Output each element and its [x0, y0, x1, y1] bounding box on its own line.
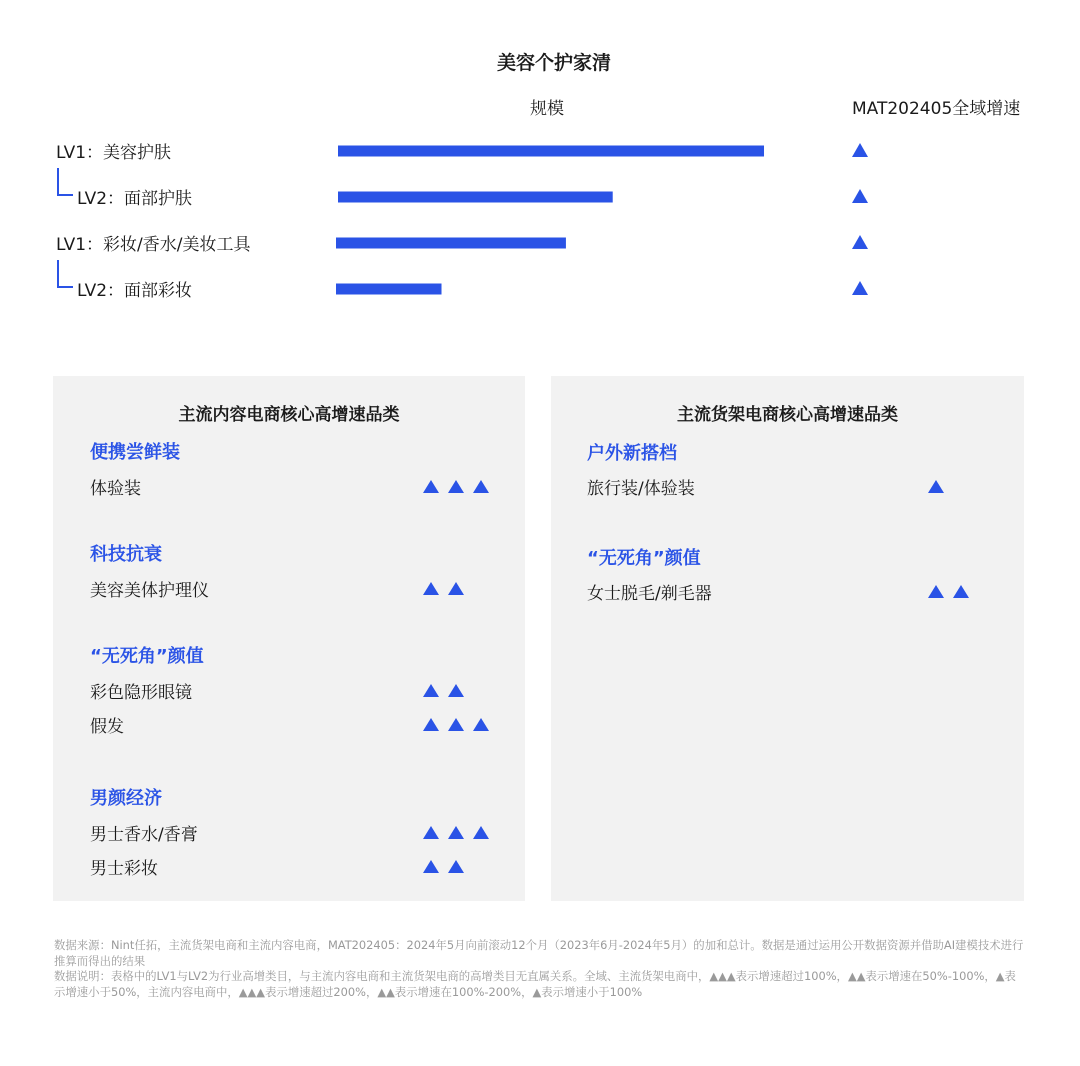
category-label: LV2：面部彩妆 — [77, 281, 193, 301]
growth-indicator — [423, 480, 489, 493]
growth-indicator — [423, 718, 489, 731]
triangle-up-icon — [928, 480, 944, 493]
triangle-up-icon — [423, 860, 439, 873]
panel-title: 主流内容电商核心高增速品类 — [178, 405, 400, 425]
triangle-up-icon — [423, 480, 439, 493]
shelf-ecommerce-panel — [551, 376, 1024, 901]
category-item: 体验装 — [90, 479, 141, 499]
group-title: 户外新搭档 — [587, 443, 677, 464]
triangle-up-icon — [448, 718, 464, 731]
group-title: 科技抗衰 — [90, 544, 162, 565]
bar — [336, 284, 442, 295]
category-item: 男士彩妆 — [90, 859, 158, 879]
category-label: LV1：美容护肤 — [56, 143, 172, 163]
content-ecommerce-panel — [53, 376, 525, 901]
category-item: 男士香水/香膏 — [90, 825, 198, 845]
column-header-scale: 规模 — [530, 99, 564, 119]
footnote — [54, 938, 1026, 1000]
bar-chart — [0, 0, 1080, 340]
triangle-up-icon — [423, 684, 439, 697]
growth-triangle — [852, 281, 868, 295]
group-title: 男颜经济 — [90, 788, 162, 809]
growth-indicator — [928, 585, 969, 598]
category-item: 美容美体护理仪 — [90, 581, 209, 601]
triangle-up-icon — [473, 826, 489, 839]
triangle-up-icon — [423, 826, 439, 839]
triangle-up-icon — [448, 480, 464, 493]
growth-indicator — [423, 684, 464, 697]
triangle-up-icon — [473, 480, 489, 493]
growth-indicator — [423, 826, 489, 839]
triangle-up-icon — [423, 718, 439, 731]
triangle-up-icon — [423, 582, 439, 595]
group-title: “无死角”颜值 — [90, 646, 204, 667]
growth-indicator — [423, 582, 464, 595]
category-item: 假发 — [90, 717, 124, 737]
footnote-explanation: 数据说明：表格中的LV1与LV2为行业高增类目，与主流内容电商和主流货架电商的高增类目无直属关系。全域、主流货架电商中，▲▲▲表示增速超过100%，▲▲表示增速在50%-100%，▲表示增速小于50%，主流内容电商中，▲▲▲表示增速超过200%，▲▲表示增速在100%-200%，▲表示增速小于100% — [54, 969, 1016, 999]
category-label: LV2：面部护肤 — [77, 189, 193, 209]
panel-title: 主流货架电商核心高增速品类 — [677, 405, 898, 425]
category-item: 女士脱毛/剃毛器 — [587, 584, 712, 604]
category-label: LV1：彩妆/香水/美妆工具 — [56, 235, 251, 255]
triangle-up-icon — [448, 826, 464, 839]
triangle-up-icon — [928, 585, 944, 598]
footnote-source: 数据来源：Nint任拓，主流货架电商和主流内容电商，MAT202405：2024年5月向前滚动12个月（2023年6月-2024年5月）的加和总计。数据是通过运用公开数据资源并借助AI建模技术进行推算而得出的结果 — [54, 938, 1024, 968]
growth-triangle — [852, 189, 868, 203]
group-title: 便携尝鲜装 — [90, 442, 180, 463]
bar — [338, 192, 613, 203]
chart-title: 美容个护家清 — [496, 52, 611, 74]
growth-triangle — [852, 235, 868, 249]
category-item: 彩色隐形眼镜 — [90, 683, 192, 703]
column-header-growth: MAT202405全域增速 — [852, 99, 1021, 119]
category-item: 旅行装/体验装 — [587, 479, 695, 499]
group-title: “无死角”颜值 — [587, 548, 701, 569]
triangle-up-icon — [473, 718, 489, 731]
bar — [336, 238, 566, 249]
triangle-up-icon — [448, 684, 464, 697]
triangle-up-icon — [953, 585, 969, 598]
triangle-up-icon — [448, 860, 464, 873]
bar — [338, 146, 764, 157]
growth-indicator — [423, 860, 464, 873]
triangle-up-icon — [448, 582, 464, 595]
growth-triangle — [852, 143, 868, 157]
growth-indicator — [928, 480, 944, 493]
